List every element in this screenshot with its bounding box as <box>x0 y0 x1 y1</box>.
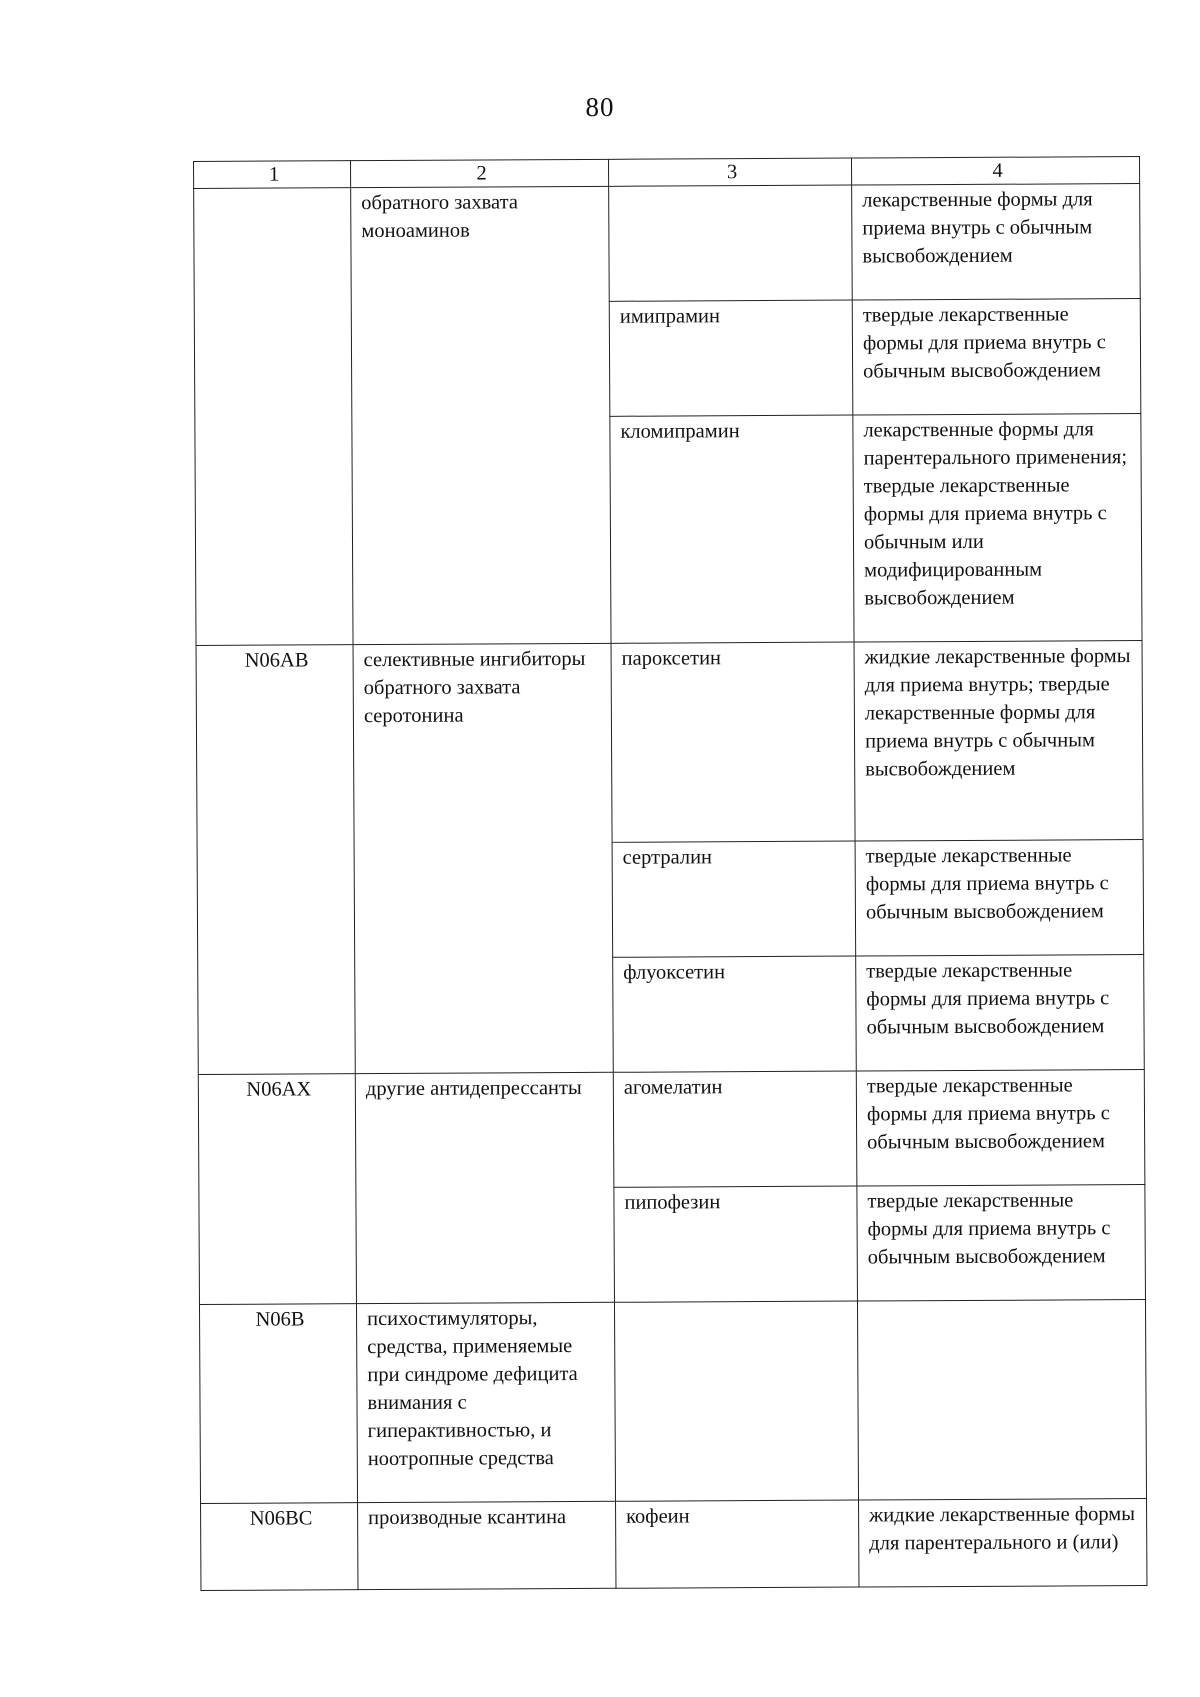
drug-name-cell: сертралин <box>612 841 856 957</box>
dosage-form-cell: твердые лекарственные формы для приема внутрь с обычным высвобождением <box>855 840 1144 957</box>
table-row <box>201 1499 1147 1591</box>
dosage-form-cell: жидкие лекарственные формы для парентерального и (или) <box>859 1499 1147 1588</box>
drug-name-cell: агомелатин <box>613 1071 857 1187</box>
atc-code-cell: N06AX <box>198 1074 356 1305</box>
atc-code-cell <box>194 188 353 646</box>
group-name-cell: психостимуляторы, средства, применяемые при синдроме дефицита внимания с гиперактивностью, и ноотропные средства <box>356 1302 615 1502</box>
drug-name-cell: флуоксетин <box>613 956 857 1072</box>
dosage-form-cell: твердые лекарственные формы для приема внутрь с обычным высвобождением <box>856 1070 1145 1187</box>
table-row <box>198 1070 1145 1190</box>
drug-name-cell <box>609 185 853 301</box>
page-number: 80 <box>585 92 615 122</box>
group-name-cell: обратного захвата моноаминов <box>351 186 611 644</box>
column-header-4: 4 <box>851 157 1139 186</box>
table-row <box>196 641 1143 845</box>
dosage-form-cell <box>857 1300 1146 1501</box>
group-name-cell: другие антидепрессанты <box>355 1072 614 1303</box>
drug-name-cell <box>614 1301 858 1501</box>
table-row <box>194 184 1141 304</box>
atc-code-cell: N06AB <box>196 645 355 1075</box>
dosage-form-cell: твердые лекарственные формы для приема внутрь с обычным высвобождением <box>856 955 1145 1072</box>
column-header-3: 3 <box>608 158 851 186</box>
group-name-cell: производные ксантина <box>358 1501 616 1589</box>
atc-code-cell: N06BC <box>201 1503 358 1591</box>
dosage-form-cell: лекарственные формы для парентерального применения; твердые лекарственные формы для приема внутрь с обычным или модифицированным высвобождением <box>853 414 1142 643</box>
dosage-form-cell: лекарственные формы для приема внутрь с обычным высвобождением <box>852 184 1141 301</box>
dosage-form-cell: твердые лекарственные формы для приема внутрь с обычным высвобождением <box>857 1185 1146 1302</box>
dosage-form-cell: жидкие лекарственные формы для приема внутрь; твердые лекарственные формы для приема внутрь с обычным высвобождением <box>854 641 1143 842</box>
dosage-form-cell: твердые лекарственные формы для приема внутрь с обычным высвобождением <box>852 299 1141 416</box>
drug-name-cell: пароксетин <box>611 642 855 842</box>
column-header-2: 2 <box>351 159 609 187</box>
drug-table <box>193 156 1147 1591</box>
group-name-cell: селективные ингибиторы обратного захвата серотонина <box>353 643 613 1073</box>
drug-name-cell: пипофезин <box>614 1186 858 1302</box>
column-header-1: 1 <box>194 161 351 189</box>
atc-code-cell: N06B <box>199 1304 357 1504</box>
header-row <box>194 157 1140 189</box>
drug-name-cell: кломипрамин <box>610 415 854 643</box>
drug-name-cell: имипрамин <box>609 300 853 416</box>
drug-name-cell: кофеин <box>616 1500 859 1588</box>
table-row <box>199 1300 1146 1504</box>
